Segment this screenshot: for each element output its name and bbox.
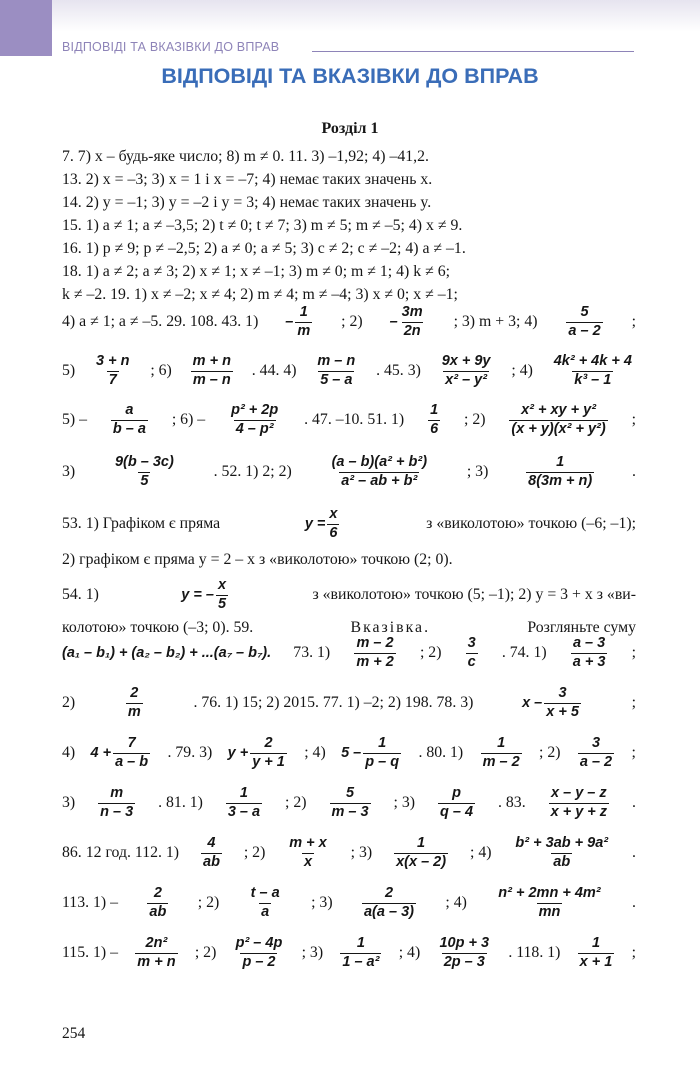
text: ; (631, 644, 636, 662)
fraction: 4k² + 4k + 4 k³ – 1 (553, 353, 632, 388)
line-text: 14. 2) y = –1; 3) y = –2 і y = 3; 4) немає таких значень y. (62, 194, 432, 211)
fraction: – 1 m (285, 304, 311, 339)
answer-line (62, 148, 636, 166)
text: 54. 1) (62, 586, 99, 604)
text: . 76. 1) 15; 2) 2015. 77. 1) –2; 2) 198. 78. 3) (193, 694, 474, 712)
fraction: 1 6 (430, 402, 439, 437)
text: ; 2) (285, 794, 307, 812)
fraction: m – n 5 – a (317, 353, 356, 388)
answer-line (62, 286, 636, 304)
text: ; 4) (398, 944, 421, 962)
text: ; 3) (350, 844, 373, 862)
text: 53. 1) Графіком є пряма (62, 515, 221, 533)
text: 3) (62, 463, 76, 481)
text: ; 3) (393, 794, 416, 812)
answer-line (62, 507, 636, 541)
fraction: 2 m (127, 685, 141, 720)
text: ; 6) – (171, 411, 206, 429)
text: 115. 1) – (62, 944, 119, 962)
fraction: 2 ab (149, 885, 167, 920)
fraction: p² – 4p p – 2 (235, 935, 283, 970)
text: ; (631, 411, 636, 429)
text: . (632, 463, 636, 481)
header-band (52, 0, 700, 32)
fraction: m n – 3 (100, 785, 134, 820)
fraction: 1 1 – a² (342, 935, 380, 970)
text: . (632, 844, 636, 862)
fraction: 2n² m + n (137, 935, 176, 970)
fraction: 4 + $\frac{7}{a - b}$ (90, 735, 149, 770)
text: . 45. 3) (376, 362, 421, 380)
fraction: 3 a – 2 (579, 735, 613, 770)
text: ; (631, 944, 636, 962)
answer-line (62, 263, 636, 281)
fraction: y = $\frac{x}{6}$ (304, 506, 338, 541)
text: ; 3) (311, 894, 333, 912)
fraction: x – 3 x + 5 (522, 685, 579, 720)
answer-line (62, 240, 636, 258)
text: 86. 12 год. 112. 1) (62, 844, 180, 862)
text: 2) (62, 694, 76, 712)
fraction: n² + 2mn + 4m² mn (498, 885, 601, 920)
answer-line (62, 786, 636, 820)
answer-line (62, 578, 636, 612)
fraction: a b – a (112, 402, 146, 437)
fraction: y + $\frac{2}{y + 1}$ (227, 735, 285, 770)
answer-line (62, 194, 636, 212)
fraction: t – a a (250, 885, 280, 920)
fraction: p q – 4 (440, 785, 474, 820)
line-text: 15. 1) a ≠ 1; a ≠ –3,5; 2) t ≠ 0; t ≠ 7; 3) m ≠ 5; m ≠ –5; 4) x ≠ 9. (62, 217, 463, 234)
answer-line (62, 217, 636, 235)
text: з «виколотою» точкою (5; –1); 2) y = 3 + x з «ви- (312, 586, 636, 604)
text: ; 2) (419, 644, 442, 662)
fraction: 1 m – 2 (482, 735, 520, 770)
fraction: 9(b – 3c) 5 (114, 454, 174, 489)
text: ; 2) (539, 744, 561, 762)
header-rule (312, 51, 634, 52)
hint-label: Вказівка. (350, 619, 431, 636)
page-number: 254 (62, 1025, 86, 1042)
text: . 83. (498, 794, 526, 812)
running-head: ВІДПОВІДІ ТА ВКАЗІВКИ ДО ВПРАВ (62, 40, 280, 54)
text: . 80. 1) (418, 744, 464, 762)
fraction: 2 a(a – 3) (363, 885, 414, 920)
answer-line (62, 636, 636, 670)
fraction: y = – x 5 (181, 577, 227, 612)
answer-line (62, 736, 636, 770)
text: . 44. 4) (251, 362, 297, 380)
text: ; 6) (150, 362, 172, 380)
fraction: 5 a – 2 (568, 304, 601, 339)
page-title: ВІДПОВІДІ ТА ВКАЗІВКИ ДО ВПРАВ (161, 64, 539, 88)
section-heading: Розділ 1 (321, 120, 379, 137)
fraction: – 3m 2n (389, 304, 423, 339)
text: ; 4) (470, 844, 492, 862)
fraction: x² + xy + y² (x + y)(x² + y²) (511, 402, 606, 437)
text: . (632, 894, 636, 912)
fraction: b² + 3ab + 9a² ab (515, 835, 609, 870)
text: . 47. –10. 51. 1) (304, 411, 405, 429)
text: 4) a ≠ 1; a ≠ –5. 29. 108. 43. 1) (62, 313, 259, 331)
fraction: a – 3 a + 3 (572, 635, 606, 670)
text: ; (631, 694, 636, 712)
text: ; (631, 744, 636, 762)
line-text: 16. 1) p ≠ 9; p ≠ –2,5; 2) a ≠ 0; a ≠ 5; 3) c ≠ 2; c ≠ –2; 4) a ≠ –1. (62, 240, 466, 257)
answer-line (62, 455, 636, 489)
fraction: p² + 2p 4 – p² (231, 402, 279, 437)
text: ; 2) (197, 894, 220, 912)
answer-line (62, 354, 636, 388)
line-text: 7. 7) x – будь-яке число; 8) m ≠ 0. 11. 3) –1,92; 4) –41,2. (62, 148, 429, 165)
text: ; 2) (341, 313, 363, 331)
fraction: 5 – 1 p – q (341, 735, 400, 770)
fraction: 1 8(3m + n) (528, 454, 593, 489)
text: з «виколотою» точкою (–6; –1); (426, 515, 636, 533)
text: 73. 1) (293, 644, 331, 662)
text: . 52. 1) 2; 2) (213, 463, 292, 481)
fraction: m – 2 m + 2 (356, 635, 394, 670)
fraction: 5 m – 3 (331, 785, 369, 820)
line-text: 2) графіком є пряма y = 2 – x з «виколотою» точкою (2; 0). (62, 551, 453, 568)
text: . 79. 3) (167, 744, 213, 762)
text: ; 2) (194, 944, 217, 962)
fraction: 3 c (467, 635, 476, 670)
text: ; 4) (304, 744, 326, 762)
text: ; 3) (301, 944, 324, 962)
answer-line (62, 551, 636, 569)
fraction: 1 x(x – 2) (396, 835, 447, 870)
text: ; 4) (511, 362, 533, 380)
answer-line (62, 305, 636, 339)
fraction: 1 3 – a (227, 785, 261, 820)
text: 5) – (62, 411, 88, 429)
answer-line (62, 171, 636, 189)
text: ; 2) (243, 844, 266, 862)
line-text: 13. 2) x = –3; 3) x = 1 і x = –7; 4) немає таких значень x. (62, 171, 433, 188)
chapter-tab (0, 0, 52, 56)
answer-line (62, 886, 636, 920)
fraction: 3 + n 7 (96, 353, 130, 388)
fraction: 4 ab (203, 835, 220, 870)
text: ; 3) (466, 463, 489, 481)
answer-line (62, 936, 636, 970)
answer-line (62, 836, 636, 870)
expression: (a₁ – b₁) + (a₂ – b₂) + ...(a₇ – b₇). (62, 645, 272, 662)
text: 5) (62, 362, 76, 380)
fraction: 9x + 9y x² – y² (441, 353, 491, 388)
fraction: 10p + 3 2p – 3 (439, 935, 490, 970)
text: колотою» точкою (–3; 0). 59. (62, 619, 254, 636)
text: . 81. 1) (158, 794, 203, 812)
text: . 118. 1) (508, 944, 561, 962)
line-text: k ≠ –2. 19. 1) x ≠ –2; x ≠ 4; 2) m ≠ 4; m ≠ –4; 3) x ≠ 0; x ≠ –1; (62, 286, 458, 303)
text: Розгляньте суму (527, 619, 636, 636)
line-text: 18. 1) a ≠ 2; a ≠ 3; 2) x ≠ 1; x ≠ –1; 3) m ≠ 0; m ≠ 1; 4) k ≠ 6; (62, 263, 451, 280)
text: ; 4) (445, 894, 467, 912)
fraction: (a – b)(a² + b²) a² – ab + b² (331, 454, 428, 489)
fraction: 1 x + 1 (579, 935, 613, 970)
text: . 74. 1) (501, 644, 547, 662)
text: 3) (62, 794, 76, 812)
text: 113. 1) – (62, 894, 119, 912)
text: . (632, 794, 636, 812)
answer-line (62, 619, 636, 637)
answer-line (62, 403, 636, 437)
text: 4) (62, 744, 76, 762)
fraction: m + n m – n (192, 353, 231, 388)
text: ; 3) m + 3; 4) (453, 313, 538, 331)
fraction: m + x x (289, 835, 327, 870)
text: ; 2) (464, 411, 486, 429)
fraction: x – y – z x + y + z (550, 785, 608, 820)
answer-line (62, 686, 636, 720)
text: ; (631, 313, 636, 331)
